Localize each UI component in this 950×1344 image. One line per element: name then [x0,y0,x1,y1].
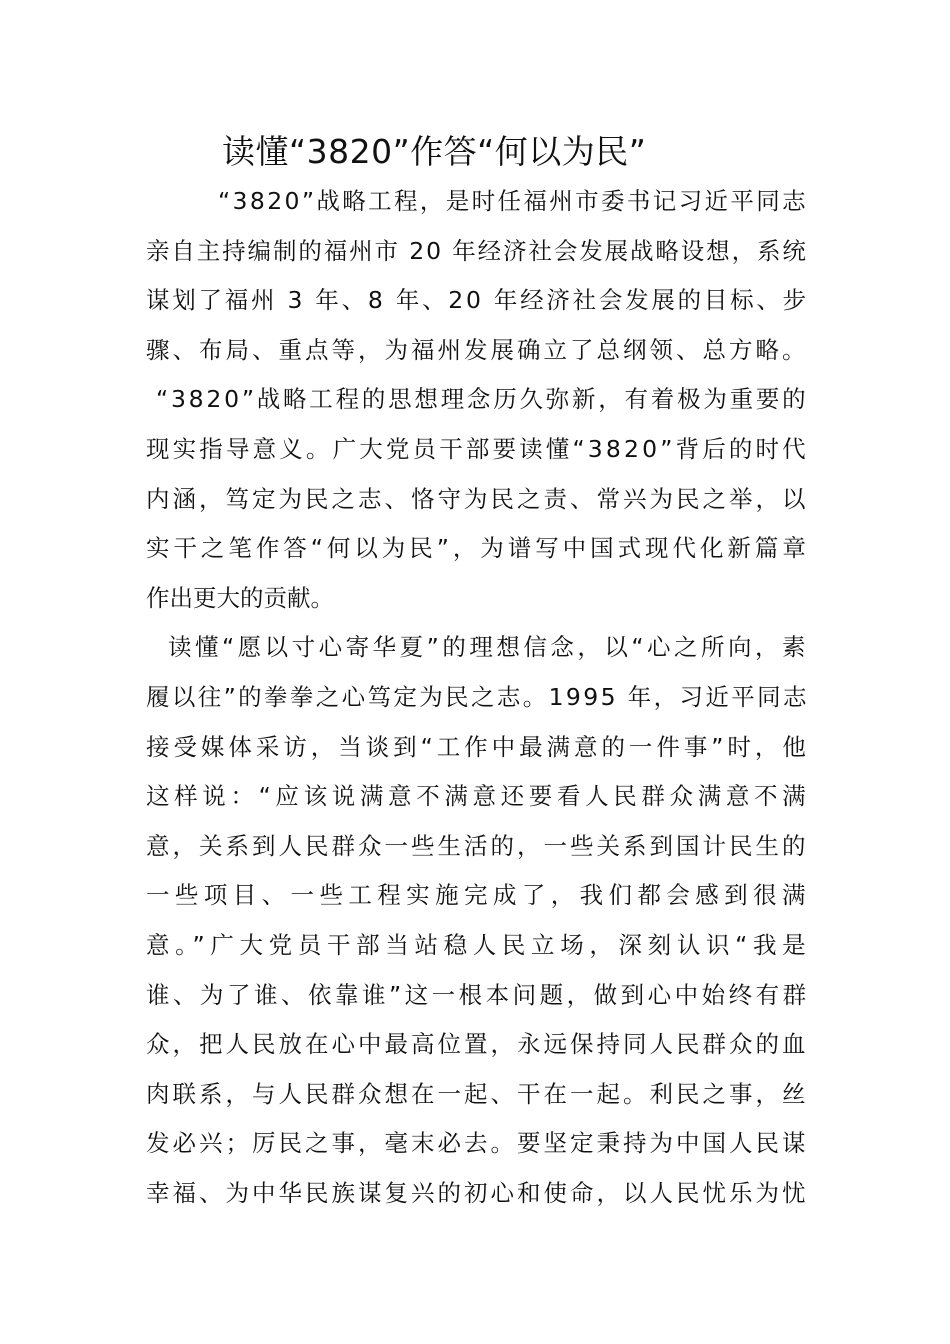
text-line [146,673,809,723]
text-line-content: 履以往”的拳拳之心笃定为民之志。1995 年，习近平同志 [146,682,809,711]
text-line [146,1119,809,1169]
document-title: 读懂“3820”作答“何以为民” [222,132,647,171]
text-line-content: 读懂“愿以寸心寄华夏”的理想信念，以“心之所向，素 [168,633,810,662]
text-line [146,177,809,227]
document-body [146,177,812,1218]
text-line [146,326,809,376]
text-line-content: 内涵，笃定为民之志、恪守为民之责、常兴为民之举，以 [146,484,809,513]
text-line-content: 亲自主持编制的福州市 20 年经济社会发展战略设想，系统 [146,236,808,265]
text-line [146,1169,809,1219]
text-line [146,971,810,1021]
text-line [146,871,811,921]
text-line-content: 谋划了福州 3 年、8 年、20 年经济社会发展的目标、步 [146,286,809,315]
text-line-content: 谁、为了谁、依靠谁”这一根本问题，做到心中始终有群 [146,980,810,1009]
text-line [146,623,810,673]
text-line-content: 意，关系到人民群众一些生活的，一些关系到国计民生的 [146,831,809,860]
text-line [146,723,810,773]
text-line [146,822,809,872]
text-line [146,375,809,425]
text-line [146,475,809,525]
text-line-content: 幸福、为中华民族谋复兴的初心和使命，以人民忧乐为忧 [146,1178,809,1207]
text-line-content: 骤、布局、重点等，为福州发展确立了总纲领、总方略。 [146,335,809,364]
text-line [146,1070,809,1120]
text-line-content: 实干之笔作答“何以为民”，为谱写中国式现代化新篇章 [146,534,810,563]
text-line [146,425,809,475]
text-line [146,276,809,326]
text-line [146,524,810,574]
text-line-content: 发必兴；厉民之事，毫末必去。要坚定秉持为中国人民谋 [146,1129,809,1158]
text-line-content: 这样说：“应该说满意不满意还要看人民群众满意不满 [146,782,811,811]
text-line-content: 一些项目、一些工程实施完成了，我们都会感到很满 [146,881,811,910]
text-line-content: 意。”广大党员干部当站稳人民立场，深刻认识“我是 [146,930,812,959]
text-line-content: “3820”战略工程，是时任福州市委书记习近平同志 [218,187,809,215]
text-line [146,921,812,971]
text-line-content: “3820”战略工程的思想理念历久弥新，有着极为重要的 [156,385,809,414]
text-line [146,227,806,277]
text-line-content: 众，把人民放在心中最高位置，永远保持同人民群众的血 [146,1030,809,1059]
text-line-content: 现实指导意义。广大党员干部要读懂“3820”背后的时代 [146,434,809,463]
text-line [146,1020,809,1070]
text-line [146,574,806,624]
text-line-content: 肉联系，与人民群众想在一起、干在一起。利民之事，丝 [146,1079,809,1108]
text-line-content: 接受媒体采访，当谈到“工作中最满意的一件事”时，他 [146,732,810,761]
text-line [146,772,811,822]
text-line-content: 作出更大的贡献。 [146,583,334,612]
